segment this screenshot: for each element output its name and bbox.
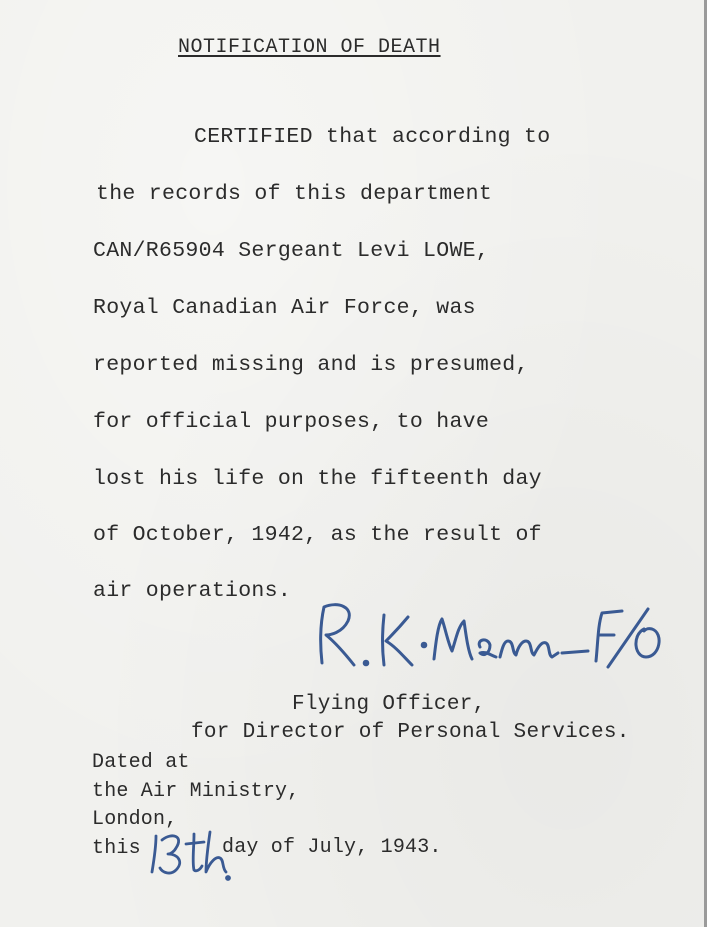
signatory-rank: Flying Officer, (292, 693, 486, 716)
signatory-for: for Director of Personal Services. (191, 721, 630, 744)
body-line: CERTIFIED that according to (194, 125, 551, 149)
body-line: for official purposes, to have (93, 410, 490, 434)
body-line: of October, 1942, as the result of (93, 523, 542, 547)
document-title: NOTIFICATION OF DEATH (178, 36, 441, 59)
body-line: CAN/R65904 Sergeant Levi LOWE, (93, 239, 490, 263)
body-line: air operations. (93, 579, 292, 603)
body-line: reported missing and is presumed, (93, 353, 529, 377)
dated-line: the Air Ministry, (92, 780, 300, 803)
body-line: lost his life on the fifteenth day (93, 467, 542, 491)
body-line: the records of this department (96, 182, 493, 206)
dated-line: London, (92, 808, 178, 831)
date-suffix: day of July, 1943. (222, 836, 442, 859)
dated-line: this (92, 837, 141, 860)
handwritten-signature (308, 595, 688, 690)
dated-line: Dated at (92, 751, 190, 774)
body-line: Royal Canadian Air Force, was (93, 296, 476, 320)
